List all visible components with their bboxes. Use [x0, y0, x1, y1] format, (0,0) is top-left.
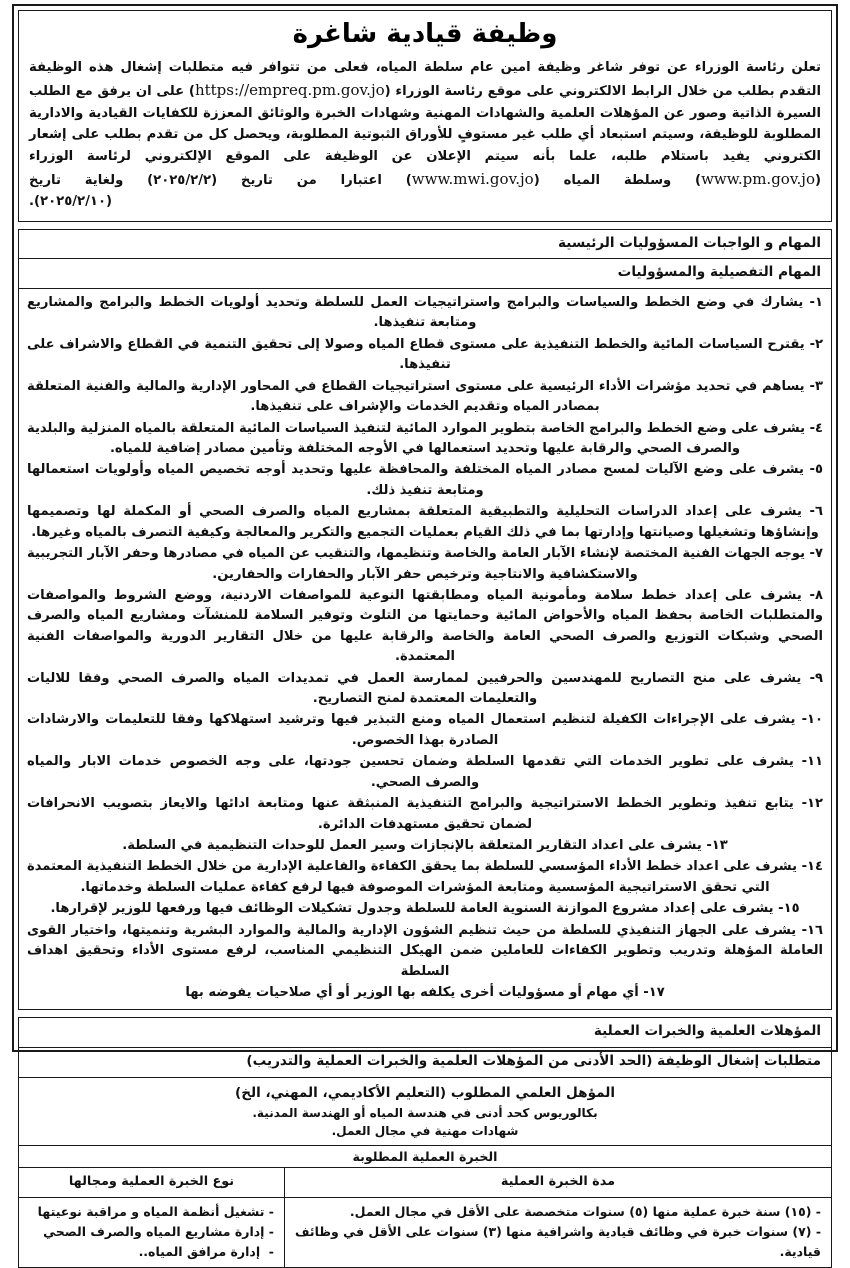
duties-section [18, 229, 832, 1011]
duty-item: ١٢- يتابع تنفيذ وتطوير الخطط الاستراتيجية والبرامج التنفيذية المنبثقة عنها ومتابعة ادائها والايعاز بتصويب الانحرافات لضمان تحقيق مستهدفات الدائرة. [27, 796, 823, 832]
intro-text-part-3: ) وسلطة المياه ( [533, 172, 702, 188]
experience-kind-header: نوع الخبرة العملية ومجالها [68, 1174, 235, 1190]
duty-item: ٥- يشرف على وضع الآليات لمسح مصادر المياه المختلفة والمحافظة عليها وتحديد أوجه تخصيص المياه وأولويات استعمالها ومتابعة تنفيذ ذلك. [27, 462, 823, 498]
academic-qualification-heading: المؤهل العلمي المطلوب (التعليم الأكاديمي، المهني، الخ) [234, 1084, 615, 1101]
experience-duration-cell [284, 1198, 831, 1267]
experience-table-body-row [19, 1198, 831, 1267]
list-item: - إدارة مرافق المياه.. [138, 1243, 274, 1259]
duty-item: ٤- يشرف على وضع الخطط والبرامج الخاصة بتطوير الموارد المائية لتنفيذ السياسات المائية المتعلقة بالمياه المنزلية والبلدية والصرف الصحي والرقابة عليها وتحديد استعمالها في الأوجه المختلفة وتأمين مصادر إضافية للمياه. [27, 420, 823, 456]
experience-duration-list [290, 1202, 822, 1262]
page-title: وظيفة قيادية شاغرة [292, 19, 558, 49]
list-item: - تشغيل أنظمة المياه و مراقبة نوعيتها [37, 1203, 274, 1219]
duty-item: ١- يشارك في وضع الخطط والسياسات والبرامج واستراتيجيات العمل للسلطة وتحديد أولويات الخطط والبرامج والمشاريع ومتابعة تنفيذها. [27, 295, 823, 331]
duty-item: ١٦- يشرف على الجهاز التنفيذي للسلطة من حيث تنظيم الشؤون الإدارية والمالية والموارد البشرية وتنميتها، واختيار القوى العاملة المؤهلة وتدريب وتطوير الكفاءات للعاملين ضمن الهيكل التنظيمي المناسب، لرفع مستوى الأداء وتحقيق اهداف السلطة [27, 922, 823, 979]
duty-item: ٩- يشرف على منح التصاريح للمهندسين والحرفيين لممارسة العمل في تمديدات المياه والصرف الصحي وفقا للاليات والتعليمات المعتمدة لمنح التصاريح. [27, 670, 823, 707]
duty-item: ٢- يقترح السياسات المائية والخطط التنفيذية على مستوى قطاع المياه وصولا إلى تحقيق التنمية في القطاع والاشراف على تنفيذها. [27, 336, 823, 373]
intro-text-part-2: ) على ان يرفق مع الطلب السيرة الذاتية وصور عن المؤهلات العلمية والشهادات المهنية وشهادات الخبرة والوثائق المعززة للكفايات القيادية والادارية المطلوبة للوظيفة، وسيتم استبعاد أي طلب غير مستوفٍ للأوراق الثبوتية المطلوبة، ويحصل كل من تقدم بطلب على إشعار الكتروني يفيد باستلام طلبه، علما بأنه سيتم الإعلان عن الوظيفة على الموقع الإلكتروني لرئاسة الوزراء ( [29, 84, 822, 188]
qualifications-section [18, 1017, 832, 1268]
duty-item: ٨- يشرف على إعداد خطط سلامة ومأمونية المياه ومطابقتها النوعية للمواصفات الاردنية، ووضع الشروط والمواصفات والمتطلبات الخاصة بحفظ المياه والأحواض المائية وحمايتها من التلوث وتوفير السلامة للمنشآت ومشاريع المياه والصرف الصحي وشبكات التوزيع والصرف الصحي العامة والخاصة والرقابة عليها من خلال التقارير الدورية والمواصفات الفنية المعتمدة. [27, 587, 823, 665]
intro-text-part-1: تعلن رئاسة الوزراء عن توفر شاغر وظيفة امين عام سلطة المياه، فعلى من تتوافر فيه متطلبات إشغال هذه الوظيفة التقدم بطلب من خلال الرابط الالكتروني على موقع رئاسة الوزراء ( [29, 60, 821, 100]
duty-item: ١٠- يشرف على الإجراءات الكفيلة لتنظيم استعمال المياه ومنع التبذير فيها وترشيد استهلاكها وفقا للتعليمات والارشادات الصادرة بهذا الخصوص. [27, 712, 823, 748]
list-item: - (٧) سنوات خبرة في وظائف قيادية واشرافية منها (٣) سنوات على الأقل في وظائف قيادية. [290, 1223, 822, 1259]
experience-kind-cell [19, 1198, 284, 1267]
duty-item: ٦- يشرف على إعداد الدراسات التحليلية والتطبيقية المتعلقة بمشاريع المياه والصرف الصحي أو المكملة لها وتصميمها وإنشاؤها وتشغيلها وصيانتها وإدارتها بما في ذلك القيام بعمليات التجميع والتكرير والمعالجة وكيفية التصرف بالمياه وغيرها. [27, 504, 823, 540]
duty-item: ١٤- يشرف على اعداد خطط الأداء المؤسسي للسلطة بما يحقق الكفاءة والفاعلية الإدارية من خلال الخطط التنفيذية المعتمدة التي تحقق الاستراتيجية المؤسسية ومتابعة المؤشرات الموصوفة فيها لرفع كفاءة عمليات السلطة وخدماتها. [27, 859, 823, 895]
apply-link-url[interactable]: https://empreq.pm.gov.jo [194, 81, 385, 100]
experience-duration-header: مدة الخبرة العملية [284, 1168, 831, 1197]
duty-item: ١١- يشرف على تطوير الخدمات التي تقدمها السلطة وضمان تحسين جودتها، على وجه الخصوص خدمات الابار والمياه والصرف الصحي. [27, 754, 823, 790]
document-frame [12, 4, 838, 1259]
qualifications-band-heading: المؤهلات العلمية والخبرات العملية [19, 1018, 831, 1048]
intro-paragraph [27, 57, 823, 213]
duties-sub-heading: المهام التفصيلية والمسؤوليات [19, 259, 831, 289]
header-section [18, 10, 832, 222]
list-item: - (١٥) سنة خبرة عملية منها (٥) سنوات متخصصة على الأقل في مجال العمل. [349, 1203, 821, 1219]
academic-qualification-item: بكالوريوس كحد أدنى في هندسة المياه أو الهندسة المدنية. [252, 1105, 598, 1120]
intro-text-part-4: ) اعتبارا من تاريخ (٢٠٢٥/٢/٢) ولغاية تاريخ [29, 172, 412, 188]
mwi-website-url[interactable]: www.mwi.gov.jo [411, 169, 534, 188]
duty-item: ٧- يوجه الجهات الفنية المختصة لإنشاء الآبار العامة والخاصة وتنظيمها، والتنقيب عن المياه في مصادرها وحفر الآبار التجريبية والاستكشافية والانتاجية وترخيص حفر الآبار والحفارات والحفارين. [27, 546, 823, 582]
pm-website-url[interactable]: www.pm.gov.jo [701, 169, 815, 188]
experience-kind-list [29, 1202, 274, 1262]
list-item: - إدارة مشاريع المياه والصرف الصحي [43, 1223, 274, 1239]
duty-item: ١٥- يشرف على إعداد مشروع الموازنة السنوية العامة للسلطة وجدول تشكيلات الوظائف فيها ورفعها للوزير لإقرارها. [50, 901, 800, 917]
duties-band-heading: المهام و الواجبات المسؤوليات الرئيسية [19, 230, 831, 260]
duty-item: ١٧- أي مهام أو مسؤوليات أخرى يكلفه بها الوزير أو أي صلاحيات يفوضه بها [185, 984, 665, 1000]
experience-required-label: الخبرة العملية المطلوبة [19, 1146, 831, 1168]
intro-end-date: (٢٠٢٥/٢/١٠). [29, 194, 113, 210]
experience-table-header-row [19, 1168, 831, 1198]
duty-item: ٣- يساهم في تحديد مؤشرات الأداء الرئيسية على مستوى استراتيجيات القطاع في المحاور الإدارية والمالية والفنية المتعلقة بمصادر المياه وتقديم الخدمات والإشراف على تنفيذها. [27, 378, 823, 415]
academic-qualification-block [19, 1078, 831, 1146]
duty-item: ١٣- يشرف على اعداد التقارير المتعلقة بالإنجازات وسير العمل للوحدات التنظيمية في السلطة. [122, 838, 728, 853]
job-requirements-heading: متطلبات إشغال الوظيفة (الحد الأدنى من المؤهلات العلمية والخبرات العملية والتدريب) [19, 1048, 831, 1078]
duties-list [19, 289, 831, 1009]
academic-qualification-item: شهادات مهنية في مجال العمل. [331, 1123, 519, 1138]
